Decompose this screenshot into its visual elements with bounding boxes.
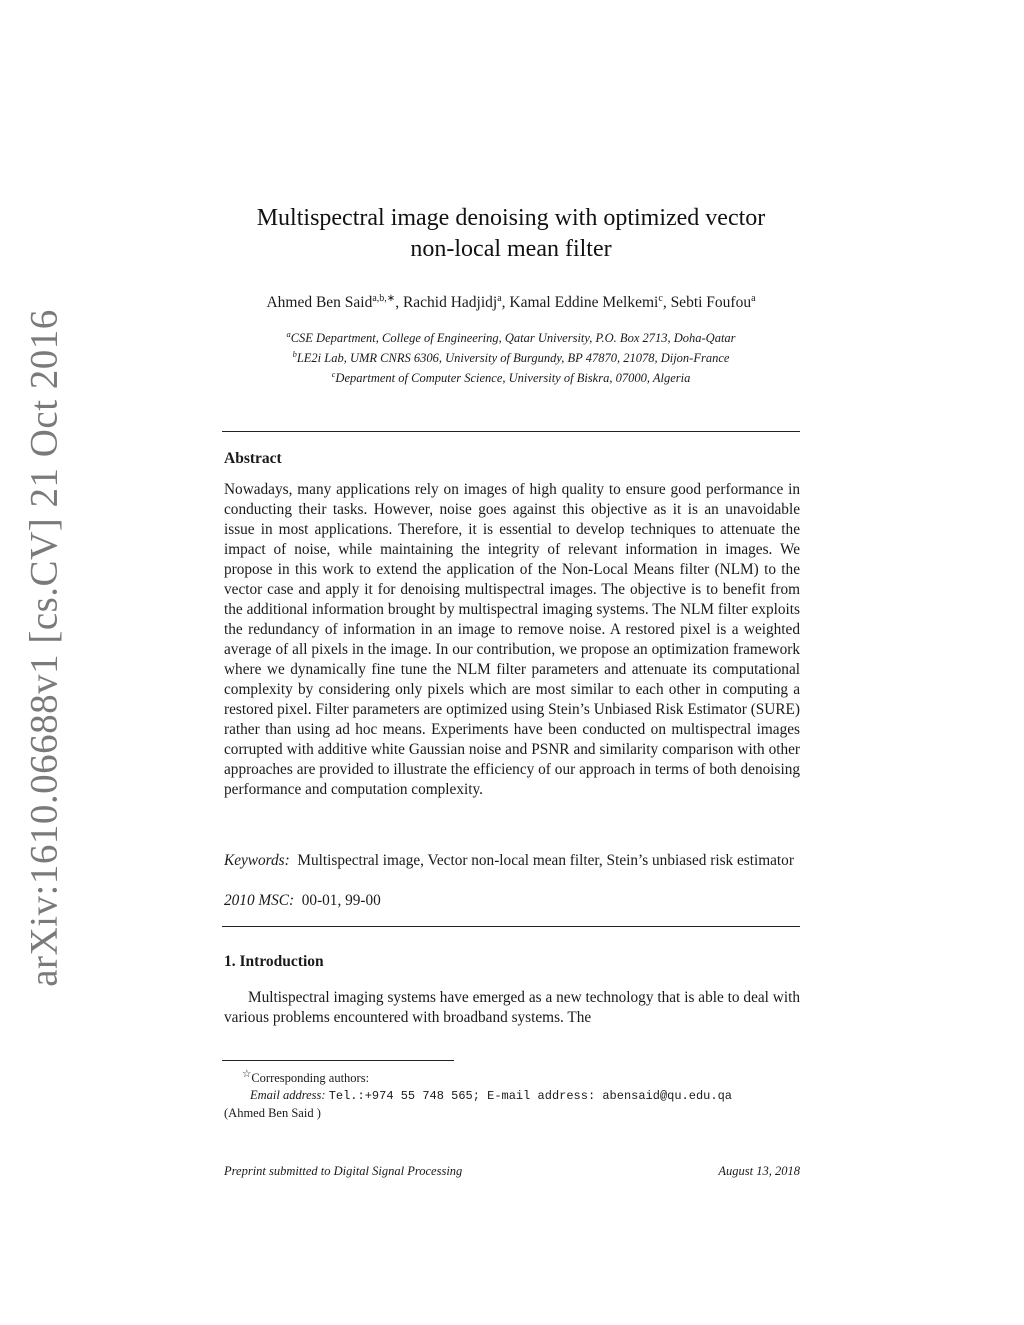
footnote	[224, 1066, 800, 1122]
affiliation	[222, 346, 800, 366]
affiliation-text: LE2i Lab, UMR CNRS 6306, University of Burgundy, BP 47870, 21078, Dijon-France	[296, 351, 730, 366]
keywords-text: Multispectral image, Vector non-local mean filter, Stein’s unbiased risk estimator	[297, 852, 794, 869]
msc-label: 2010 MSC:	[224, 892, 295, 909]
section-heading-introduction: 1. Introduction	[224, 953, 324, 970]
arxiv-stamp	[0, 0, 70, 1325]
footer-date: August 13, 2018	[718, 1164, 800, 1178]
author-list: Ahmed Ben Said$^{a,b,∗}$, Rachid Hadjidj$^a$, Kamal Eddine Melkemi$^c$, Sebti Foufou$^a$	[266, 293, 756, 312]
footer-submission: Preprint submitted to Digital Signal Processing	[224, 1164, 463, 1178]
author-affiliation-mark: a,b,∗	[372, 293, 396, 304]
author-affiliation-mark: a	[751, 293, 756, 304]
title-line-1: Multispectral image denoising with optimized vector	[256, 205, 766, 231]
footnote-corresponding: Corresponding authors:	[251, 1071, 370, 1086]
affiliation-list	[222, 326, 800, 386]
keywords	[224, 851, 800, 871]
author-affiliation-mark: c	[658, 293, 663, 304]
arxiv-identifier: arXiv:1610.06688v1 [cs.CV] 21 Oct 2016	[22, 309, 66, 987]
abstract-body: Nowadays, many applications rely on images of high quality to ensure good performance in conducting their tasks. However, noise goes against this objective as it is an unavoidable issue in most applications. Therefore, it is essential to develop techniques to attenuate the impact of noise, while maintaining the integrity of relevant information in images. We propose in this work to extend the application of the Non-Local Means filter (NLM) to the vector case and apply it for denoising multispectral images. The objective is to benefit from the additional information brought by multispectral imaging systems. The NLM filter exploits the redundancy of information in an image to remove noise. A restored pixel is a weighted average of all pixels in the image. In our contribution, we propose an optimization framework where we dynamically fine tune the NLM filter parameters and attenuate its computational complexity by considering only pixels which are most similar to each other in computing a restored pixel. Filter parameters are optimized using Stein’s Unbiased Risk Estimator (SURE) rather than using ad hoc means. Experiments have been conducted on multispectral images corrupted with additive white Gaussian noise and PSNR and similarity comparison with other approaches are provided to illustrate the efficiency of our approach in terms of both denoising performance and computation complexity.	[224, 481, 800, 798]
author-affiliation-mark: a	[497, 293, 502, 304]
footnote-line	[224, 1066, 800, 1087]
author-name: Ahmed Ben Said	[266, 294, 373, 312]
email-label: Email address:	[250, 1088, 326, 1103]
email-text: Tel.:+974 55 748 565; E-mail address: abensaid@qu.edu.qa	[328, 1089, 732, 1104]
star-icon: ☆	[242, 1069, 252, 1080]
author-name: Kamal Eddine Melkemi	[509, 294, 659, 312]
abstract-top-rule	[222, 431, 800, 432]
introduction-paragraph: Multispectral imaging systems have emerged as a new technology that is able to deal with various problems encountered with broadband systems. The	[224, 989, 800, 1026]
keywords-label: Keywords:	[224, 852, 290, 869]
author-name: Rachid Hadjidj	[402, 294, 498, 312]
msc-text: 00-01, 99-00	[301, 892, 381, 909]
affiliation-text: Department of Computer Science, University of Biskra, 07000, Algeria	[335, 371, 691, 386]
affiliation-mark: b	[292, 349, 297, 360]
affiliation-mark: c	[331, 369, 336, 380]
affiliation	[222, 326, 800, 346]
affiliation-text: CSE Department, College of Engineering, Qatar University, P.O. Box 2713, Doha-Qatar	[290, 331, 736, 346]
msc-classification	[224, 891, 800, 911]
paper-title	[222, 203, 800, 265]
author-name: Sebti Foufou	[670, 294, 752, 312]
title-line-2: non-local mean filter	[410, 236, 612, 262]
abstract-bottom-rule	[222, 926, 800, 927]
footnote-author-name: (Ahmed Ben Said )	[224, 1106, 321, 1121]
affiliation	[222, 366, 800, 386]
affiliation-mark: a	[286, 329, 291, 339]
abstract-heading: Abstract	[224, 450, 282, 467]
footnote-line	[224, 1087, 800, 1105]
footnote-rule	[222, 1060, 454, 1061]
